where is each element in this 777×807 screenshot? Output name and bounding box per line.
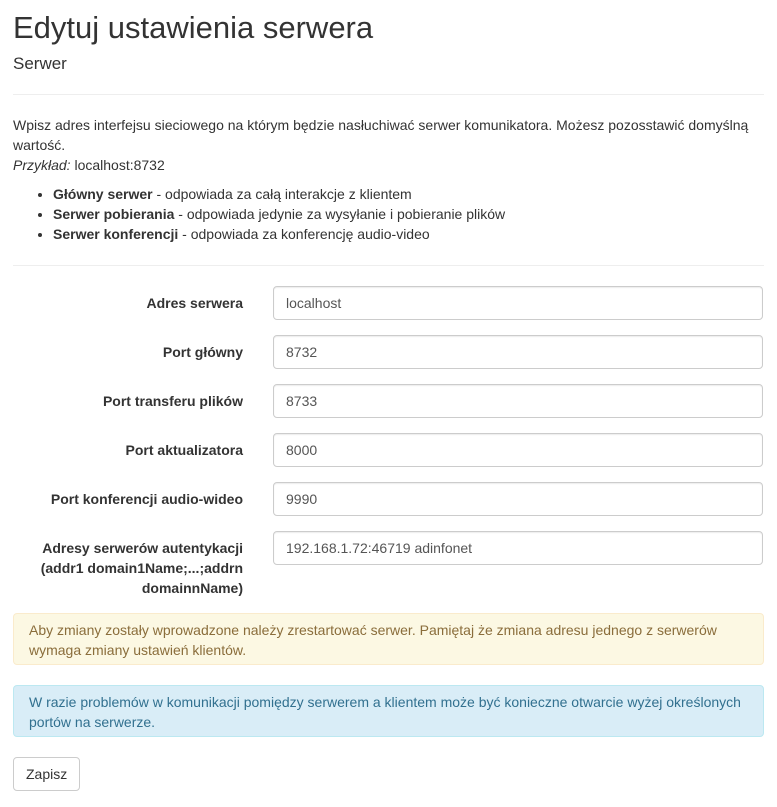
page-title: Edytuj ustawienia serwera bbox=[13, 10, 374, 45]
server-name: Serwer pobierania bbox=[53, 206, 175, 222]
updater-port-label: Port aktualizatora bbox=[125, 442, 243, 458]
list-item bbox=[53, 224, 505, 244]
auth-servers-input[interactable] bbox=[273, 531, 763, 565]
example-value: localhost:8732 bbox=[70, 157, 165, 173]
page-subtitle: Serwer bbox=[13, 54, 67, 73]
transfer-port-input[interactable] bbox=[273, 384, 763, 418]
intro-section bbox=[13, 115, 765, 175]
server-description: - odpowiada za całą interakcje z klientem bbox=[152, 186, 412, 202]
header-divider bbox=[13, 94, 764, 95]
form-divider bbox=[13, 265, 764, 266]
auth-servers-label-line1: Adresy serwerów autentykacji bbox=[42, 540, 243, 556]
example-label: Przykład: bbox=[13, 157, 71, 173]
restart-warning-alert: Aby zmiany zostały wprowadzone należy zrestartować serwer. Pamiętaj że zmiana adresu jednego z serwerów wymaga zmiany ustawień klientów. bbox=[13, 613, 764, 665]
auth-servers-label-line3: domainnName) bbox=[141, 580, 243, 596]
server-name: Główny serwer bbox=[53, 186, 153, 202]
server-address-label: Adres serwera bbox=[146, 295, 243, 311]
server-description: - odpowiada za konferencję audio-video bbox=[178, 226, 430, 242]
server-types-list bbox=[13, 184, 505, 244]
main-port-label: Port główny bbox=[162, 344, 243, 360]
server-address-input[interactable] bbox=[273, 286, 763, 320]
auth-servers-label bbox=[13, 538, 243, 598]
ports-info-alert: W razie problemów w komunikacji pomiędzy serwerem a klientem może być konieczne otwarcie wyżej określonych portów na serwerze. bbox=[13, 685, 764, 737]
list-item bbox=[53, 184, 505, 204]
conference-port-input[interactable] bbox=[273, 482, 763, 516]
transfer-port-label: Port transferu plików bbox=[102, 393, 243, 409]
intro-example bbox=[13, 155, 765, 175]
server-description: - odpowiada jedynie za wysyłanie i pobieranie plików bbox=[174, 206, 506, 222]
main-port-input[interactable] bbox=[273, 335, 763, 369]
updater-port-input[interactable] bbox=[273, 433, 763, 467]
conference-port-label: Port konferencji audio-wideo bbox=[50, 491, 243, 507]
auth-servers-label-line2: (addr1 domain1Name;...;addrn bbox=[40, 560, 243, 576]
save-button[interactable]: Zapisz bbox=[13, 757, 80, 791]
list-item bbox=[53, 204, 505, 224]
intro-description: Wpisz adres interfejsu sieciowego na którym będzie nasłuchiwać serwer komunikatora. Możesz pozosstawić domyślną wartość. bbox=[13, 117, 749, 153]
server-name: Serwer konferencji bbox=[53, 226, 179, 242]
